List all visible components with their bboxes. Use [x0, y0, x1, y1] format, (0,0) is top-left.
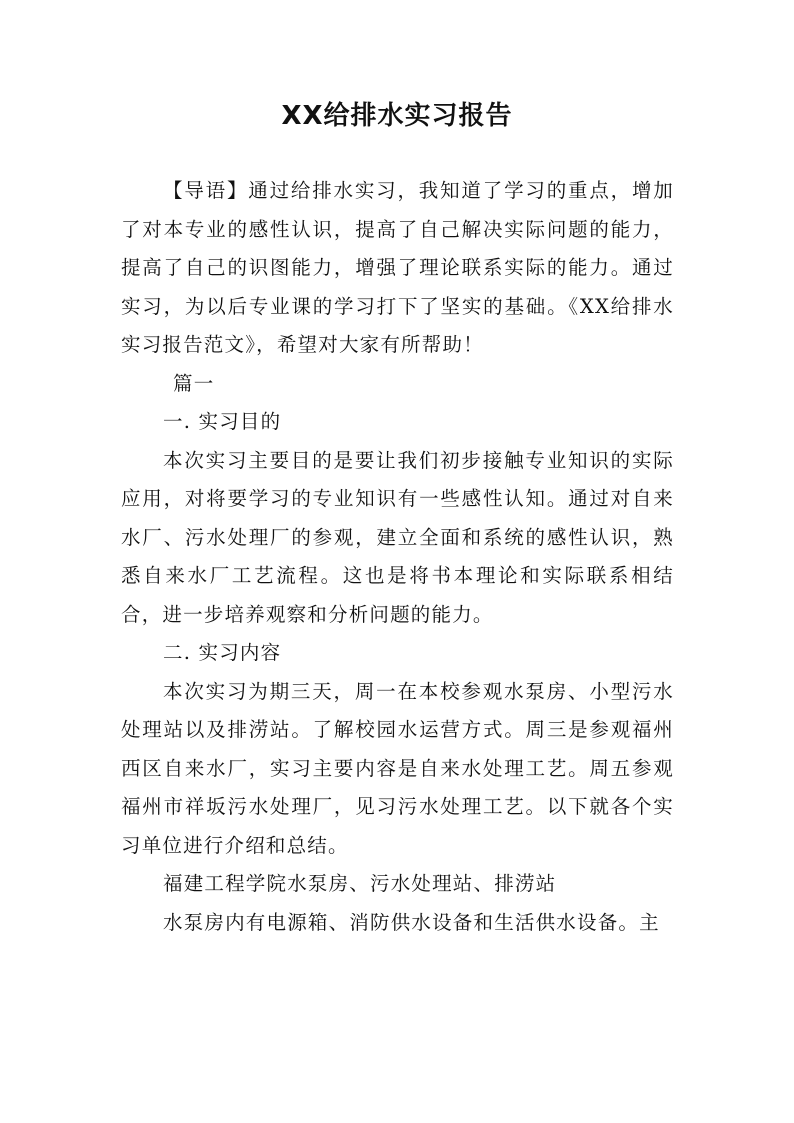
section-heading-purpose: 一. 实习目的 — [163, 410, 282, 433]
paragraph-subheading: 福建工程学院水泵房、污水处理站、排涝站 — [163, 872, 557, 895]
document-title: XX给排水实习报告 — [281, 101, 513, 131]
section-label: 篇一 — [173, 371, 215, 395]
intro-paragraph: 【导语】通过给排水实习，我知道了学习的重点，增加了对本专业的感性认识，提高了自己解决实际问题的能力，提高了自己的识图能力，增强了理论联系实际的能力。通过实习，为以后专业课的学习打下了坚实的基础。《XX给排水实习报告范文》，希望对大家有所帮助！ — [121, 179, 674, 356]
paragraph-purpose: 本次实习主要目的是要让我们初步接触专业知识的实际应用，对将要学习的专业知识有一些感性认知。通过对自来水厂、污水处理厂的参观，建立全面和系统的感性认识，熟悉自来水厂工艺流程。这也是将书本理论和实际联系相结合，进一步培养观察和分析问题的能力。 — [121, 448, 674, 626]
paragraph-pump-room: 水泵房内有电源箱、消防供水设备和生活供水设备。主 — [163, 910, 660, 934]
section-heading-content: 二. 实习内容 — [163, 641, 282, 664]
document-body — [121, 172, 674, 942]
paragraph-content: 本次实习为期三天，周一在本校参观水泵房、小型污水处理站以及排涝站。了解校园水运营方式。周三是参观福州西区自来水厂，实习主要内容是自来水处理工艺。周五参观福州市祥坂污水处理厂，见习污水处理工艺。以下就各个实习单位进行介绍和总结。 — [121, 679, 674, 857]
